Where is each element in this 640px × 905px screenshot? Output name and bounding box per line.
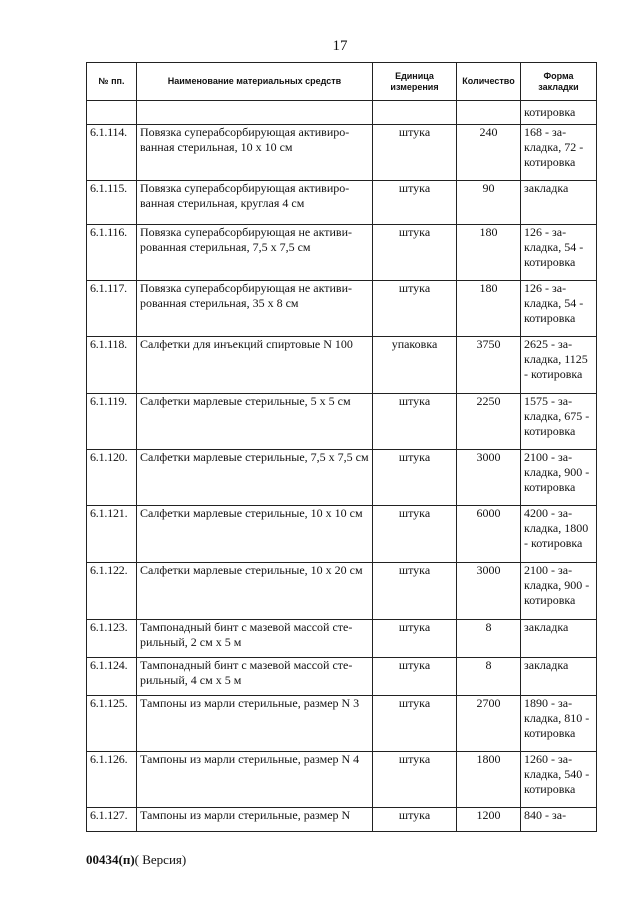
row-number: 6.1.123. (87, 620, 137, 658)
quantity: 90 (457, 181, 521, 225)
materials-table (86, 62, 597, 832)
row-number: 6.1.127. (87, 808, 137, 832)
table-row (87, 563, 597, 620)
item-name: Салфетки для инъекций спиртовые N 100 (137, 337, 373, 394)
table-row (87, 620, 597, 658)
item-name: Салфетки марлевые стерильные, 10 х 20 см (137, 563, 373, 620)
procurement-form: 2100 - за-кладка, 900 - котировка (521, 563, 597, 620)
unit: штука (373, 506, 457, 563)
row-number: 6.1.116. (87, 225, 137, 281)
table-row (87, 394, 597, 450)
header-qty: Количество (457, 63, 521, 101)
row-number: 6.1.121. (87, 506, 137, 563)
quantity: 240 (457, 125, 521, 181)
continuation-row (87, 101, 597, 125)
procurement-form: 840 - за- (521, 808, 597, 832)
document-version: ( Версия) (134, 852, 187, 867)
row-number: 6.1.122. (87, 563, 137, 620)
quantity: 3750 (457, 337, 521, 394)
unit: штука (373, 620, 457, 658)
quantity: 2250 (457, 394, 521, 450)
procurement-form: закладка (521, 181, 597, 225)
unit: штука (373, 808, 457, 832)
procurement-form: закладка (521, 658, 597, 696)
row-number: 6.1.126. (87, 752, 137, 808)
unit: штука (373, 563, 457, 620)
quantity: 180 (457, 225, 521, 281)
item-name: Тампонадный бинт с мазевой массой сте-рильный, 4 см х 5 м (137, 658, 373, 696)
document-code: 00434(п) (86, 852, 135, 867)
row-number: 6.1.125. (87, 696, 137, 752)
item-name: Повязка суперабсорбирующая активиро-ванная стерильная, 10 х 10 см (137, 125, 373, 181)
quantity: 8 (457, 620, 521, 658)
header-num: № пп. (87, 63, 137, 101)
table-row (87, 506, 597, 563)
quantity: 1800 (457, 752, 521, 808)
quantity: 1200 (457, 808, 521, 832)
table-row (87, 658, 597, 696)
table-header-row (87, 63, 597, 101)
header-form: Форма закладки (521, 63, 597, 101)
procurement-form: 1890 - за-кладка, 810 - котировка (521, 696, 597, 752)
table-row (87, 696, 597, 752)
unit: штука (373, 658, 457, 696)
item-name: Повязка суперабсорбирующая активиро-ванная стерильная, круглая 4 см (137, 181, 373, 225)
unit: упаковка (373, 337, 457, 394)
item-name: Повязка суперабсорбирующая не активи-рованная стерильная, 7,5 х 7,5 см (137, 225, 373, 281)
footer (86, 852, 186, 868)
item-name: Тампоны из марли стерильные, размер N 4 (137, 752, 373, 808)
procurement-form: 1575 - за-кладка, 675 - котировка (521, 394, 597, 450)
row-number: 6.1.114. (87, 125, 137, 181)
procurement-form: 168 - за-кладка, 72 - котировка (521, 125, 597, 181)
item-name: Повязка суперабсорбирующая не активи-рованная стерильная, 35 х 8 см (137, 281, 373, 337)
unit: штука (373, 696, 457, 752)
item-name: Салфетки марлевые стерильные, 7,5 х 7,5 см (137, 450, 373, 506)
procurement-form: закладка (521, 620, 597, 658)
procurement-form: 2100 - за-кладка, 900 - котировка (521, 450, 597, 506)
table-row (87, 181, 597, 225)
table-row (87, 450, 597, 506)
header-name: Наименование материальных средств (137, 63, 373, 101)
quantity: 3000 (457, 450, 521, 506)
header-unit: Единица измерения (373, 63, 457, 101)
row-number: 6.1.115. (87, 181, 137, 225)
procurement-form: 1260 - за-кладка, 540 - котировка (521, 752, 597, 808)
unit: штука (373, 450, 457, 506)
row-number: 6.1.120. (87, 450, 137, 506)
unit: штука (373, 225, 457, 281)
quantity: 6000 (457, 506, 521, 563)
item-name: Салфетки марлевые стерильные, 10 х 10 см (137, 506, 373, 563)
quantity: 2700 (457, 696, 521, 752)
procurement-form: 4200 - за-кладка, 1800 - котировка (521, 506, 597, 563)
procurement-form: 126 - за-кладка, 54 - котировка (521, 281, 597, 337)
procurement-form: 126 - за-кладка, 54 - котировка (521, 225, 597, 281)
unit: штука (373, 752, 457, 808)
row-number: 6.1.117. (87, 281, 137, 337)
row-number: 6.1.118. (87, 337, 137, 394)
table-row (87, 225, 597, 281)
item-name: Тампоны из марли стерильные, размер N (137, 808, 373, 832)
table-row (87, 125, 597, 181)
unit: штука (373, 281, 457, 337)
item-name: Салфетки марлевые стерильные, 5 х 5 см (137, 394, 373, 450)
page-number: 17 (332, 38, 348, 54)
procurement-form: 2625 - за-кладка, 1125 - котировка (521, 337, 597, 394)
table-row (87, 752, 597, 808)
item-name: Тампонадный бинт с мазевой массой сте-рильный, 2 см х 5 м (137, 620, 373, 658)
row-number: 6.1.119. (87, 394, 137, 450)
unit: штука (373, 125, 457, 181)
item-name: Тампоны из марли стерильные, размер N 3 (137, 696, 373, 752)
quantity: 8 (457, 658, 521, 696)
unit: штука (373, 394, 457, 450)
table-row (87, 281, 597, 337)
table-row (87, 808, 597, 832)
unit: штука (373, 181, 457, 225)
quantity: 3000 (457, 563, 521, 620)
row-number: 6.1.124. (87, 658, 137, 696)
continuation-form: котировка (521, 101, 597, 125)
quantity: 180 (457, 281, 521, 337)
table-row (87, 337, 597, 394)
